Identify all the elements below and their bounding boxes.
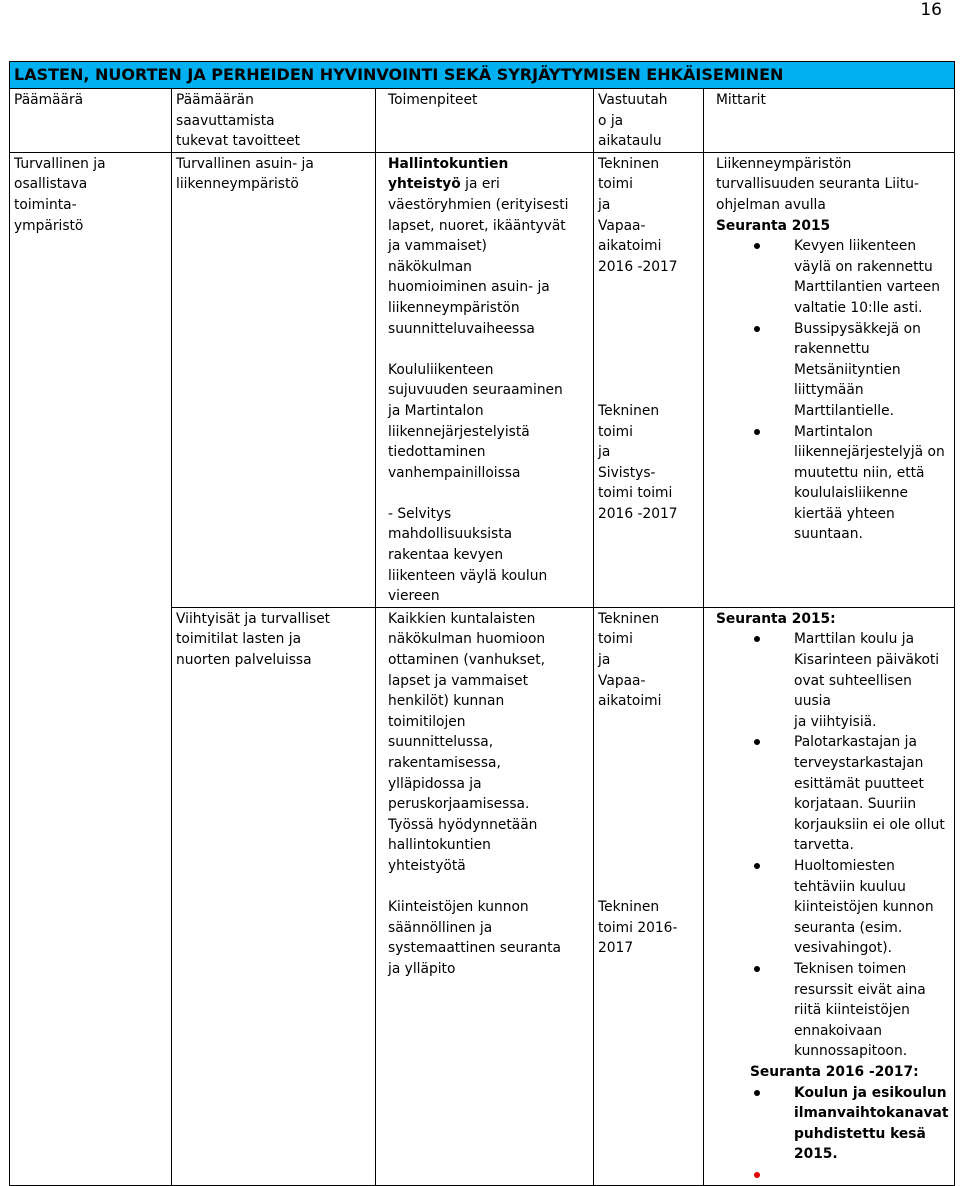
- actions-cell: Hallintokuntien yhteistyö ja eri väestöryhmien (erityisesti lapset, nuoret, ikääntyvät ja vammaiset) näkökulman huomioiminen asuin- ja liikenneympäristön suunnitteluvaiheessa Koululiikenteen sujuvuuden seuraaminen ja Martintalon liikennejärjestelyistä tiedottaminen vanhempainilloissa - Selvitys mahdollisuuksista rakentaa kevyen liikenteen väylä koulun viereen: [376, 152, 594, 607]
- header-actions: Toimenpiteet: [376, 89, 594, 153]
- goal-cell: Turvallinen ja osallistava toiminta- ympäristö: [10, 152, 172, 1185]
- table-title: LASTEN, NUORTEN JA PERHEIDEN HYVINVOINTI SEKÄ SYRJÄYTYMISEN EHKÄISEMINEN: [10, 62, 955, 89]
- list-item: Palotarkastajan ja terveystarkastajan esittämät puutteet korjataan. Suuriin korjauksiin ei ole ollut tarvetta.: [794, 732, 950, 856]
- plan-table: [9, 61, 955, 1186]
- metrics-cell: Seuranta 2015: Marttilan koulu ja Kisarinteen päiväkoti ovat suhteellisen uusia ja viihtyisiä. Palotarkastajan ja terveystarkastajan esittämät puutteet korjataan. Suuriin korjauksiin ei ole ollut tarvetta. Huoltomiesten tehtäviin kuuluu kiinteistöjen kunnon seuranta (esim. vesivahingot). Teknisen toimen resurssit eivät aina riitä kiinteistöjen ennakoivaan kunnossapitoon. Seuranta 2016 -2017: Koulun ja esikoulun ilmanvaihtokanavat puhdistettu kesä 2015.: [704, 607, 955, 1185]
- subgoal-cell: Turvallinen asuin- ja liikenneympäristö: [172, 152, 376, 607]
- page-number: 16: [920, 0, 942, 20]
- responsible-cell: Tekninen toimi ja Vapaa- aikatoimi 2016 -2017 Tekninen toimi ja Sivistys- toimi toimi 2016 -2017: [594, 152, 704, 607]
- metrics-cell: Liikenneympäristön turvallisuuden seuranta Liitu- ohjelman avulla Seuranta 2015 Kevyen liikenteen väylä on rakennettu Marttilantien varteen valtatie 10:lle asti. Bussipysäkkejä on rakennettu Metsäniityntien liittymään Marttilantielle. Martintalon liikennejärjestelyjä on muutettu niin, että koululaisliikenne kiertää yhteen suuntaan.: [704, 152, 955, 607]
- metrics-list: [716, 629, 950, 1061]
- header-subgoal: Päämäärän saavuttamista tukevat tavoitteet: [172, 89, 376, 153]
- list-item: Marttilan koulu ja Kisarinteen päiväkoti ovat suhteellisen uusia ja viihtyisiä.: [794, 629, 950, 732]
- metrics-list: [716, 1083, 950, 1185]
- subgoal-cell: Viihtyisät ja turvalliset toimitilat lasten ja nuorten palveluissa: [172, 607, 376, 1185]
- list-item: Huoltomiesten tehtäviin kuuluu kiinteistöjen kunnon seuranta (esim. vesivahingot).: [794, 856, 950, 959]
- list-item: Teknisen toimen resurssit eivät aina riitä kiinteistöjen ennakoivaan kunnossapitoon.: [794, 959, 950, 1062]
- header-metrics: Mittarit: [704, 89, 955, 153]
- list-item: Martintalon liikennejärjestelyjä on muutettu niin, että koululaisliikenne kiertää yhteen suuntaan.: [794, 422, 950, 546]
- table-row: [10, 152, 955, 607]
- actions-cell: Kaikkien kuntalaisten näkökulman huomioon ottaminen (vanhukset, lapset ja vammaiset henkilöt) kunnan toimitilojen suunnittelussa, rakentamisessa, ylläpidossa ja peruskorjaamisessa. Työssä hyödynnetään hallintokuntien yhteistyötä Kiinteistöjen kunnon säännöllinen ja systemaattinen seuranta ja ylläpito: [376, 607, 594, 1185]
- header-responsible: Vastuutah o ja aikataulu: [594, 89, 704, 153]
- list-item: Bussipysäkkejä on rakennettu Metsäniityntien liittymään Marttilantielle.: [794, 319, 950, 422]
- header-goal: Päämäärä: [10, 89, 172, 153]
- list-item: Kevyen liikenteen väylä on rakennettu Marttilantien varteen valtatie 10:lle asti.: [794, 236, 950, 318]
- list-item: Koulun ja esikoulun ilmanvaihtokanavat puhdistettu kesä 2015.: [794, 1083, 950, 1165]
- metrics-list: [716, 236, 950, 545]
- header-row: [10, 89, 955, 153]
- responsible-cell: Tekninen toimi ja Vapaa- aikatoimi Tekninen toimi 2016- 2017: [594, 607, 704, 1185]
